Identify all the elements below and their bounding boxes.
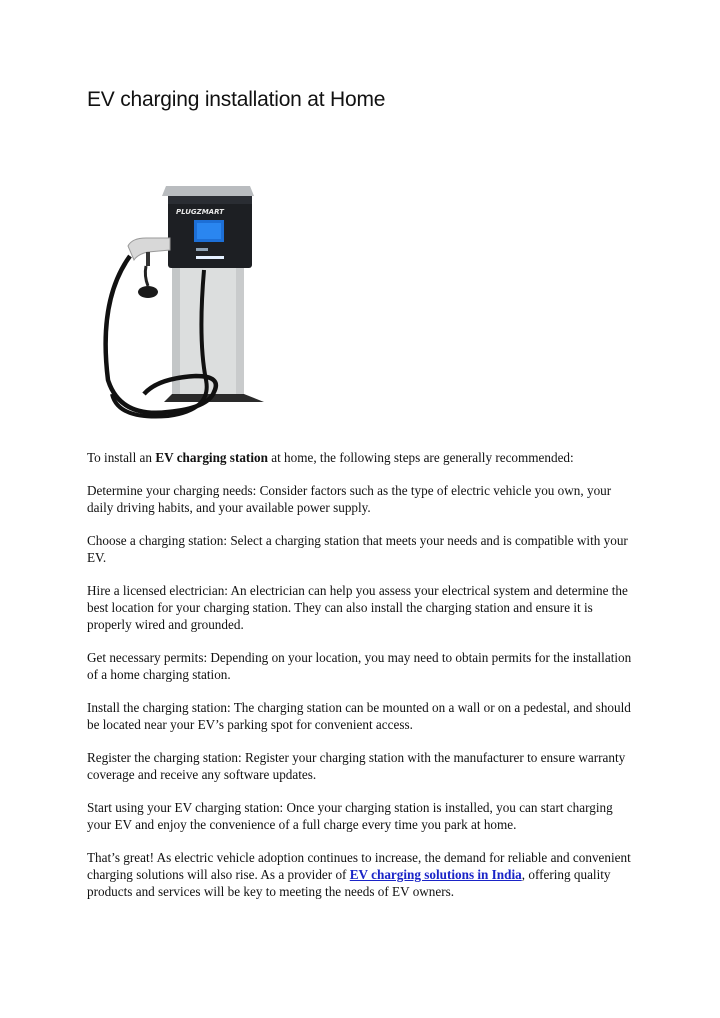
ev-solutions-india-link[interactable]: EV charging solutions in India xyxy=(349,867,522,882)
step-paragraph: Start using your EV charging station: Once your charging station is installed, you can start charging your EV and enjoy the convenience of a full charge every time you park at home. xyxy=(87,800,613,832)
ev-charger-image xyxy=(88,180,278,430)
step-paragraph: Hire a licensed electrician: An electrician can help you assess your electrical system and determine the best location for your charging station. They can also install the charging station and ensure it is properly wired and grounded. xyxy=(87,583,628,632)
article-body xyxy=(87,449,632,916)
closing-paragraph: That’s great! As electric vehicle adoption continues to increase, the demand for reliable and convenient charging solutions will also rise. As a provider of EV charging solutions in India, offering quality products and services will be key to meeting the needs of EV owners. xyxy=(87,850,631,899)
step-paragraph: Install the charging station: The charging station can be mounted on a wall or on a pedestal, and should be located near your EV’s parking spot for convenient access. xyxy=(87,700,631,732)
step-paragraph: Determine your charging needs: Consider factors such as the type of electric vehicle you own, your daily driving habits, and your available power supply. xyxy=(87,483,612,515)
svg-text:PLUGZMART: PLUGZMART xyxy=(176,208,224,216)
step-paragraph: Register the charging station: Register your charging station with the manufacturer to ensure warranty coverage and receive any software updates. xyxy=(87,750,626,782)
page-title: EV charging installation at Home xyxy=(87,88,386,111)
intro-paragraph: To install an EV charging station at home, the following steps are generally recommended: xyxy=(87,450,574,465)
ev-charging-station-emphasis: EV charging station xyxy=(155,450,268,465)
step-paragraph: Choose a charging station: Select a charging station that meets your needs and is compatible with your EV. xyxy=(87,533,628,565)
step-paragraph: Get necessary permits: Depending on your location, you may need to obtain permits for the installation of a home charging station. xyxy=(87,650,632,682)
